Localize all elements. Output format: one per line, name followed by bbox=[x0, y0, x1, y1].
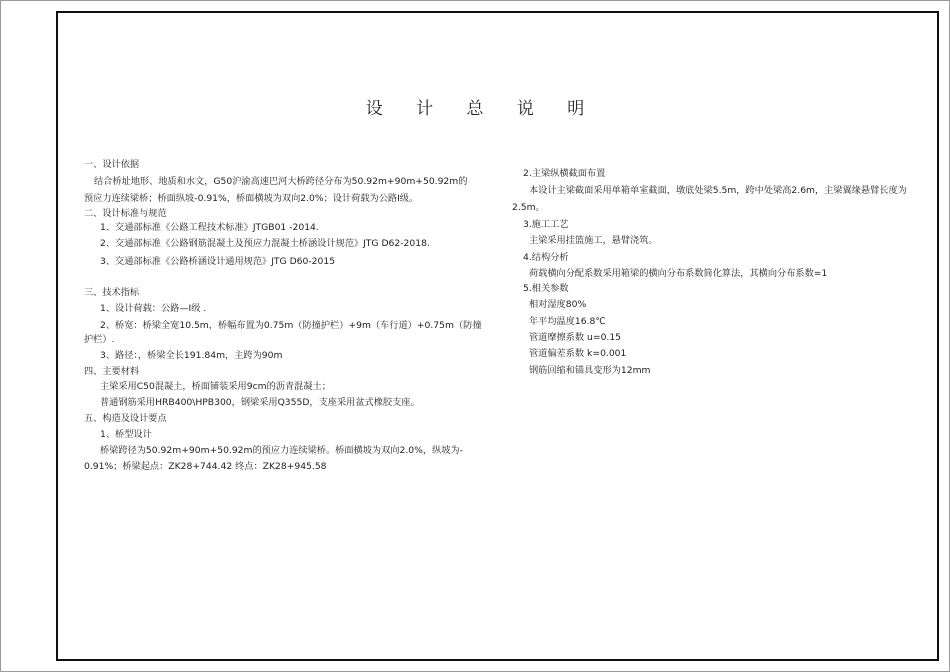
document-title: 设 计 总 说 明 bbox=[365, 99, 599, 119]
subsection-heading: 3.施工工艺 bbox=[523, 219, 569, 230]
body-text: 主梁采用挂篮施工，悬臂浇筑。 bbox=[529, 235, 658, 246]
section-heading: 三、技术指标 bbox=[84, 287, 140, 298]
body-text: 预应力连续梁桥；桥面纵坡-0.91%，桥面横坡为双向2.0%；设计荷载为公路Ⅰ级。 bbox=[84, 193, 419, 204]
subsection-heading: 4.结构分析 bbox=[523, 252, 569, 263]
list-item: 1、设计荷载：公路—Ⅰ级 . bbox=[100, 303, 207, 314]
parameter-item: 相对湿度80% bbox=[529, 299, 587, 310]
subsection-heading: 5.相关参数 bbox=[523, 283, 569, 294]
list-item-continuation: 护栏）. bbox=[84, 334, 115, 345]
body-text: 普通钢筋采用HRB400\HPB300，钢梁采用Q355D，支座采用盆式橡胶支座。 bbox=[100, 397, 420, 408]
section-heading: 四、主要材料 bbox=[84, 366, 140, 377]
list-item: 2、桥宽：桥梁全宽10.5m，桥幅布置为0.75m（防撞护栏）+9m（车行道）+0.75m（防撞 bbox=[100, 320, 482, 331]
section-heading: 二、设计标准与规范 bbox=[84, 208, 167, 219]
parameter-item: 钢筋回缩和锚具变形为12mm bbox=[529, 365, 651, 376]
subsection-heading: 2.主梁纵横截面布置 bbox=[523, 168, 606, 179]
section-heading: 一、设计依据 bbox=[84, 159, 140, 170]
list-item: 1、交通部标准《公路工程技术标准》JTGB01 -2014. bbox=[100, 222, 319, 233]
parameter-item: 管道偏差系数 k=0.001 bbox=[529, 348, 627, 359]
body-text: 荷载横向分配系数采用箱梁的横向分布系数简化算法，其横向分布系数=1 bbox=[529, 268, 828, 279]
parameter-item: 年平均温度16.8℃ bbox=[529, 316, 606, 327]
body-text: 桥梁跨径为50.92m+90m+50.92m的预应力连续梁桥。桥面横坡为双向2.0%，纵坡为- bbox=[100, 445, 463, 456]
body-text: 结合桥址地形、地质和水文，G50沪渝高速巴河大桥跨径分布为50.92m+90m+50.92m的 bbox=[94, 176, 468, 187]
list-item: 3、路径：，桥梁全长191.84m，主跨为90m bbox=[100, 350, 283, 361]
parameter-item: 管道摩擦系数 u=0.15 bbox=[529, 332, 622, 343]
subsection-heading: 1、桥型设计 bbox=[100, 429, 152, 440]
body-text: 本设计主梁截面采用单箱单室截面，墩底处梁5.5m，跨中处梁高2.6m，主梁翼缘悬臂长度为 bbox=[529, 185, 907, 196]
body-text: 2.5m。 bbox=[512, 202, 545, 213]
list-item: 2、交通部标准《公路钢筋混凝土及预应力混凝土桥涵设计规范》JTG D62-2018. bbox=[100, 238, 430, 249]
list-item: 3、交通部标准《公路桥涵设计通用规范》JTG D60-2015 bbox=[100, 256, 336, 267]
section-heading: 五、构造及设计要点 bbox=[84, 413, 167, 424]
body-text: 0.91%；桥梁起点：ZK28+744.42 终点：ZK28+945.58 bbox=[84, 461, 327, 472]
body-text: 主梁采用C50混凝土，桥面铺装采用9cm的沥青混凝土； bbox=[100, 381, 331, 392]
